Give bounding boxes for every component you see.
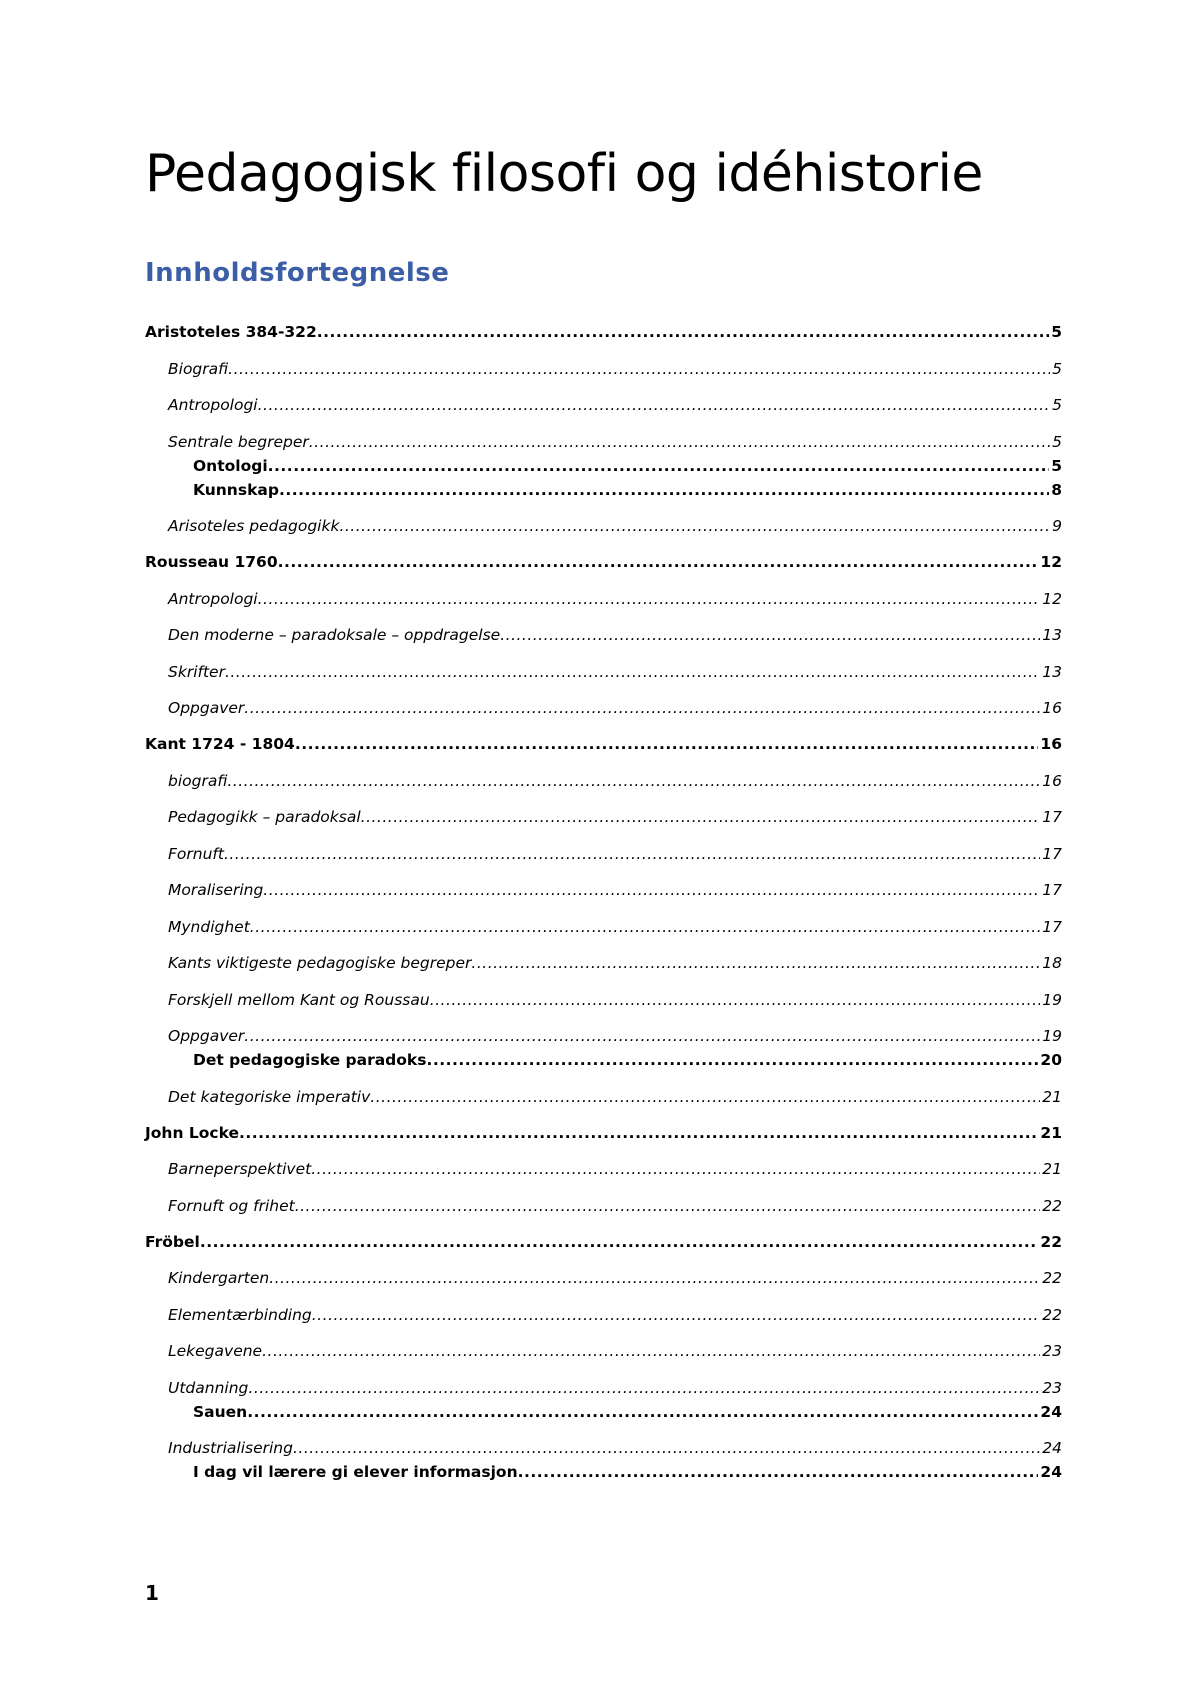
toc-dot-leader xyxy=(228,357,1050,381)
toc-entry-title: Barneperspektivet xyxy=(168,1160,312,1178)
toc-dot-leader xyxy=(244,1024,1040,1048)
toc-entry[interactable] xyxy=(145,732,1062,756)
toc-entry-page: 17 xyxy=(1042,881,1062,899)
toc-entry[interactable] xyxy=(145,1460,1062,1484)
toc-entry-page: 21 xyxy=(1042,1087,1062,1106)
toc-entry[interactable] xyxy=(145,1376,1062,1400)
toc-dot-leader xyxy=(518,1460,1039,1484)
toc-entry[interactable] xyxy=(145,1048,1062,1072)
toc-dot-leader xyxy=(250,915,1040,939)
toc-entry-page: 16 xyxy=(1040,735,1062,753)
toc-entry-page: 20 xyxy=(1040,1051,1062,1069)
toc-entry[interactable] xyxy=(145,357,1062,381)
toc-heading: Innholdsfortegnelse xyxy=(145,258,450,288)
toc-dot-leader xyxy=(471,951,1040,975)
toc-entry-title: Industrialisering xyxy=(168,1439,293,1457)
toc-entry-title: Kindergarten xyxy=(168,1269,270,1287)
toc-dot-leader xyxy=(278,550,1039,574)
toc-dot-leader xyxy=(311,1157,1040,1181)
toc-entry[interactable] xyxy=(145,430,1062,454)
toc-entry-title: Kant 1724 - 1804 xyxy=(145,735,295,753)
toc-entry[interactable] xyxy=(145,842,1062,866)
toc-entry-title: Aristoteles 384-322 xyxy=(145,323,317,341)
toc-dot-leader xyxy=(293,1436,1040,1460)
toc-entry[interactable] xyxy=(145,1230,1062,1254)
toc-entry-title: Antropologi xyxy=(168,396,258,414)
toc-entry-page: 12 xyxy=(1040,553,1062,571)
toc-entry[interactable] xyxy=(145,454,1062,478)
toc-entry-title: Myndighet xyxy=(168,917,250,936)
toc-entry[interactable] xyxy=(145,1400,1062,1424)
toc-entry-title: Kunnskap xyxy=(193,480,279,499)
toc-dot-leader xyxy=(224,842,1040,866)
toc-dot-leader xyxy=(225,660,1040,684)
toc-entry-title: Forskjell mellom Kant og Roussau xyxy=(168,990,430,1009)
toc-entry[interactable] xyxy=(145,696,1062,720)
toc-entry[interactable] xyxy=(145,393,1062,417)
toc-entry-title: Fröbel xyxy=(145,1232,200,1251)
toc-entry-title: Skrifter xyxy=(168,662,225,681)
toc-entry-title: I dag vil lærere gi elever informasjon xyxy=(193,1463,518,1481)
toc-entry[interactable] xyxy=(145,550,1062,574)
toc-entry-page: 21 xyxy=(1040,1123,1062,1142)
toc-entry-title: Rousseau 1760 xyxy=(145,553,278,571)
toc-dot-leader xyxy=(426,1048,1038,1072)
toc-entry-title: Sauen xyxy=(193,1402,248,1421)
toc-entry-page: 24 xyxy=(1042,1439,1062,1457)
toc-entry-title: Biografi xyxy=(168,359,229,378)
toc-dot-leader xyxy=(247,1400,1038,1424)
toc-dot-leader xyxy=(361,805,1041,829)
toc-entry-title: Lekegavene xyxy=(168,1342,263,1360)
toc-entry-title: Det kategoriske imperativ xyxy=(168,1087,371,1106)
toc-dot-leader xyxy=(262,1339,1040,1363)
toc-entry[interactable] xyxy=(145,514,1062,538)
toc-dot-leader xyxy=(279,478,1049,502)
toc-entry[interactable] xyxy=(145,878,1062,902)
toc-entry-title: Den moderne – paradoksale – oppdragelse xyxy=(168,626,501,644)
toc-entry-title: Arisoteles pedagogikk xyxy=(168,517,340,535)
toc-entry[interactable] xyxy=(145,1266,1062,1290)
toc-entry-page: 22 xyxy=(1040,1232,1062,1251)
toc-dot-leader xyxy=(258,587,1041,611)
toc-entry[interactable] xyxy=(145,1194,1062,1218)
toc-entry-page: 17 xyxy=(1042,917,1062,936)
toc-entry[interactable] xyxy=(145,769,1062,793)
toc-entry-title: Oppgaver xyxy=(168,699,245,717)
toc-entry[interactable] xyxy=(145,587,1062,611)
toc-entry-page: 9 xyxy=(1052,517,1062,535)
toc-entry-title: John Locke xyxy=(145,1123,239,1142)
toc-entry[interactable] xyxy=(145,1436,1062,1460)
toc-dot-leader xyxy=(309,430,1050,454)
toc-dot-leader xyxy=(244,696,1040,720)
page-number: 1 xyxy=(145,1581,159,1605)
toc-dot-leader xyxy=(500,623,1040,647)
toc-dot-leader xyxy=(200,1230,1039,1254)
toc-entry-page: 19 xyxy=(1042,1027,1062,1045)
toc-entry-page: 16 xyxy=(1042,771,1062,790)
toc-dot-leader xyxy=(295,732,1039,756)
toc-dot-leader xyxy=(263,878,1040,902)
toc-dot-leader xyxy=(317,320,1049,344)
toc-entry-page: 17 xyxy=(1042,808,1062,826)
toc-entry-page: 23 xyxy=(1042,1342,1062,1360)
table-of-contents xyxy=(145,320,1062,1484)
toc-entry-title: Antropologi xyxy=(168,589,258,608)
toc-entry-title: biografi xyxy=(168,771,228,790)
toc-dot-leader xyxy=(239,1121,1038,1145)
toc-entry[interactable] xyxy=(145,805,1062,829)
toc-entry-page: 22 xyxy=(1042,1269,1062,1287)
toc-entry[interactable] xyxy=(145,988,1062,1012)
toc-entry-title: Elementærbinding xyxy=(168,1305,312,1324)
toc-entry-title: Utdanning xyxy=(168,1378,249,1397)
toc-dot-leader xyxy=(258,393,1051,417)
toc-entry-title: Kants viktigeste pedagogiske begreper xyxy=(168,954,472,972)
toc-entry[interactable] xyxy=(145,951,1062,975)
toc-entry[interactable] xyxy=(145,915,1062,939)
toc-dot-leader xyxy=(370,1085,1040,1109)
toc-dot-leader xyxy=(268,454,1050,478)
toc-entry-page: 24 xyxy=(1040,1402,1062,1421)
toc-entry-page: 5 xyxy=(1052,359,1062,378)
toc-entry-page: 5 xyxy=(1052,396,1062,414)
document-title: Pedagogisk filosofi og idéhistorie xyxy=(145,144,983,204)
toc-entry-page: 22 xyxy=(1042,1196,1062,1215)
toc-entry[interactable] xyxy=(145,1024,1062,1048)
toc-dot-leader xyxy=(430,988,1041,1012)
toc-dot-leader xyxy=(339,514,1050,538)
toc-entry-page: 19 xyxy=(1042,990,1062,1009)
toc-entry-page: 13 xyxy=(1042,662,1062,681)
toc-entry-title: Oppgaver xyxy=(168,1027,245,1045)
toc-dot-leader xyxy=(227,769,1040,793)
toc-entry-page: 5 xyxy=(1051,323,1062,341)
toc-entry-title: Pedagogikk – paradoksal xyxy=(168,808,361,826)
toc-entry-page: 22 xyxy=(1042,1305,1062,1324)
toc-dot-leader xyxy=(248,1376,1040,1400)
toc-entry-page: 18 xyxy=(1042,954,1062,972)
toc-entry-title: Moralisering xyxy=(168,881,264,899)
toc-dot-leader xyxy=(295,1194,1041,1218)
toc-entry[interactable] xyxy=(145,623,1062,647)
toc-entry-page: 12 xyxy=(1042,589,1062,608)
toc-entry[interactable] xyxy=(145,1121,1062,1145)
toc-entry-page: 5 xyxy=(1052,432,1062,451)
toc-entry-page: 5 xyxy=(1051,456,1062,475)
toc-entry[interactable] xyxy=(145,478,1062,502)
toc-entry[interactable] xyxy=(145,660,1062,684)
toc-entry-title: Ontologi xyxy=(193,456,268,475)
toc-entry[interactable] xyxy=(145,320,1062,344)
toc-entry-page: 23 xyxy=(1042,1378,1062,1397)
toc-entry-title: Sentrale begreper xyxy=(168,432,309,451)
toc-entry-page: 24 xyxy=(1040,1463,1062,1481)
toc-entry-title: Det pedagogiske paradoks xyxy=(193,1051,427,1069)
toc-entry[interactable] xyxy=(145,1085,1062,1109)
toc-entry[interactable] xyxy=(145,1157,1062,1181)
toc-entry-page: 21 xyxy=(1042,1160,1062,1178)
toc-entry[interactable] xyxy=(145,1303,1062,1327)
toc-entry-page: 13 xyxy=(1042,626,1062,644)
toc-dot-leader xyxy=(312,1303,1041,1327)
toc-entry[interactable] xyxy=(145,1339,1062,1363)
toc-entry-title: Fornuft og frihet xyxy=(168,1196,295,1215)
toc-entry-page: 16 xyxy=(1042,699,1062,717)
toc-entry-title: Fornuft xyxy=(168,844,224,863)
toc-entry-page: 8 xyxy=(1051,480,1062,499)
toc-dot-leader xyxy=(269,1266,1040,1290)
toc-entry-page: 17 xyxy=(1042,844,1062,863)
